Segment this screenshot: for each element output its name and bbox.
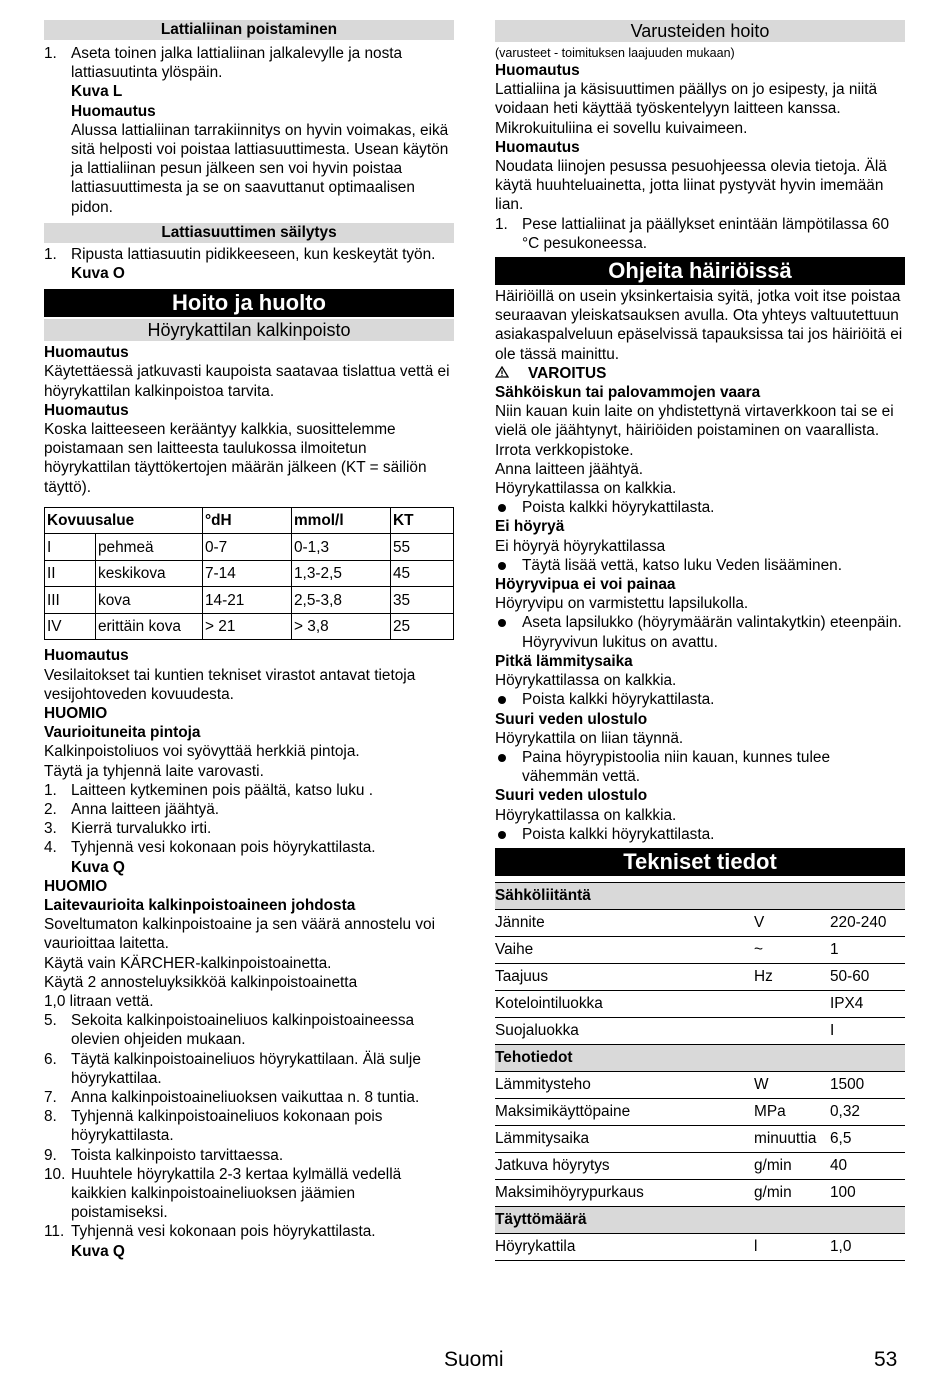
list-item: 1. Ripusta lattiasuutin pidikkeeseen, kun keskeytät työn.: [44, 245, 436, 263]
table-cell: [754, 1017, 830, 1044]
fault-title: Suuri veden ulostulo: [495, 710, 648, 728]
list-item: 7. Anna kalkinpoistoaineliuoksen vaikuttaa n. 8 tuntia.: [44, 1089, 420, 1107]
warning-line: Höyrykattilassa on kalkkia.: [495, 480, 677, 498]
table-cell: Höyrykattila: [495, 1233, 754, 1260]
note-text: Lattialiina ja käsisuuttimen päällys on jo esipesty, ja niitä voidaan heti käyttää työskentelyyn laitteen kanssa. Mikrokuituliina ei sovellu kuivaimeen.: [495, 81, 878, 137]
table-cell: Hz: [754, 963, 830, 990]
table-cell: 45: [391, 560, 454, 587]
table-cell: MPa: [754, 1098, 830, 1125]
maintenance-heading: Hoito ja huolto: [44, 289, 454, 317]
caution-label: HUOMIO: [44, 704, 108, 722]
descaling-steps-a: [44, 781, 454, 858]
list-item: Paina höyrypistoolia niin kauan, kunnes tulee vähemmän vettä.: [495, 748, 905, 786]
table-row: [495, 990, 905, 1017]
caution-text: 1,0 litraan vettä.: [44, 993, 154, 1011]
table-cell: 1500: [830, 1071, 905, 1098]
technical-data-table: [495, 882, 905, 1261]
table-cell: Lämmitysteho: [495, 1071, 754, 1098]
note-label: Huomautus: [44, 647, 129, 665]
fault-cause: Höyrykattilassa on kalkkia.: [495, 672, 677, 690]
note-text: Käytettäessä jatkuvasti kaupoista saatavaa tislattua vettä ei höyrykattilan kalkinpoistoa tarvita.: [44, 363, 450, 400]
table-cell: Maksimikäyttöpaine: [495, 1098, 754, 1125]
table-cell: pehmeä: [96, 534, 203, 561]
bullet-icon: [495, 748, 522, 786]
table-group-cell: Täyttömäärä: [495, 1206, 905, 1233]
nozzle-storage-heading: Lattiasuuttimen säilytys: [44, 223, 454, 243]
technical-data-heading: Tekniset tiedot: [495, 848, 905, 876]
right-column: [495, 20, 905, 1261]
table-group-row: [495, 1044, 905, 1071]
note-text: Vesilaitokset tai kuntien tekniset virastot antavat tietoja vesijohtoveden kovuudesta.: [44, 666, 416, 703]
list-item: 4. Tyhjennä vesi kokonaan pois höyrykattilasta.: [44, 839, 376, 857]
caution-title: Laitevaurioita kalkinpoistoaineen johdosta: [44, 897, 356, 914]
warning-line: Irrota verkkopistoke.: [495, 441, 634, 459]
list-item: Poista kalkki höyrykattilasta.: [495, 690, 905, 709]
note-label: Huomautus: [495, 138, 580, 156]
caution-text: Käytä 2 annosteluyksikköä kalkinpoistoainetta: [44, 973, 358, 991]
table-cell: IPX4: [830, 990, 905, 1017]
figure-reference: Kuva L: [71, 83, 123, 101]
table-cell: Maksimihöyrypurkaus: [495, 1179, 754, 1206]
table-row: [495, 1179, 905, 1206]
table-cell: 0,32: [830, 1098, 905, 1125]
caution-label: HUOMIO: [44, 877, 108, 895]
table-cell: > 3,8: [292, 613, 391, 640]
table-cell: 25: [391, 613, 454, 640]
bullet-icon: [495, 690, 522, 709]
table-row: [495, 936, 905, 963]
note-label: Huomautus: [71, 102, 156, 120]
list-item: 1. Laitteen kytkeminen pois päältä, katso luku .: [44, 781, 374, 799]
table-cell: [754, 990, 830, 1017]
table-row: [495, 1017, 905, 1044]
table-cell: 0-7: [203, 534, 292, 561]
table-header-cell: mmol/l: [292, 507, 391, 534]
table-cell: 0-1,3: [292, 534, 391, 561]
list-item: 2. Anna laitteen jäähtyä.: [44, 800, 220, 818]
table-group-row: [495, 882, 905, 909]
table-header-cell: KT: [391, 507, 454, 534]
troubleshooting-heading: Ohjeita häiriöissä: [495, 257, 905, 285]
fault-title: Suuri veden ulostulo: [495, 787, 648, 805]
descaling-heading: Höyrykattilan kalkinpoisto: [44, 319, 454, 341]
fault-title: Ei höyryä: [495, 518, 565, 536]
list-item: Aseta lapsilukko (höyrymäärän valintakytkin) eteenpäin.: [495, 613, 905, 632]
table-cell: 7-14: [203, 560, 292, 587]
table-row: [495, 1098, 905, 1125]
caution-text: Kalkinpoistoliuos voi syövyttää herkkiä pintoja.: [44, 743, 360, 761]
figure-reference: Kuva O: [71, 265, 125, 283]
note-label: Huomautus: [44, 344, 129, 362]
list-item: Poista kalkki höyrykattilasta.: [495, 498, 905, 517]
table-row: [495, 1233, 905, 1260]
footer-language: Suomi: [444, 1348, 504, 1371]
figure-reference: Kuva Q: [71, 1242, 125, 1260]
table-cell: Taajuus: [495, 963, 754, 990]
warning-label: VAROITUS: [495, 364, 905, 383]
table-cell: V: [754, 909, 830, 936]
table-cell: Jatkuva höyrytys: [495, 1152, 754, 1179]
table-row: [45, 560, 454, 587]
fault-cause: Ei höyryä höyrykattilassa: [495, 537, 666, 555]
figure-reference: Kuva Q: [71, 858, 125, 876]
table-row: [495, 1152, 905, 1179]
warning-text: Niin kauan kuin laite on yhdistettynä virtaverkkoon tai se ei vielä ole jäähtynyt, häiriöiden poistaminen on vaarallista.: [495, 403, 894, 440]
table-header-cell: °dH: [203, 507, 292, 534]
table-cell: I: [830, 1017, 905, 1044]
table-cell: Vaihe: [495, 936, 754, 963]
table-cell: 1,0: [830, 1233, 905, 1260]
note-label: Huomautus: [495, 62, 580, 79]
list-item: Poista kalkki höyrykattilasta.: [495, 825, 905, 844]
note-text: Noudata liinojen pesussa pesuohjeessa olevia tietoja. Älä käytä huuhteluainetta, jotta liinat pystyvät hyvin imemään lian.: [495, 158, 887, 214]
table-cell: 220-240: [830, 909, 905, 936]
table-row: [45, 613, 454, 640]
table-group-cell: Sähköliitäntä: [495, 882, 905, 909]
left-column: [44, 20, 454, 1261]
table-cell: erittäin kova: [96, 613, 203, 640]
table-header-row: [45, 507, 454, 534]
table-cell: g/min: [754, 1179, 830, 1206]
fault-title: Höyryvipua ei voi painaa: [495, 576, 676, 594]
table-cell: Suojaluokka: [495, 1017, 754, 1044]
table-cell: 14-21: [203, 587, 292, 614]
troubleshooting-intro: Häiriöillä on usein yksinkertaisia syitä, jotka voit itse poistaa seuraavan yleiskatsauksen avulla. Ota yhteys valtuutettuun asiakaspalveluun epäselvissä tapauksissa tai jos häiriöitä ei ole tässä mainittu.: [495, 288, 903, 363]
table-row: [45, 587, 454, 614]
table-cell: II: [45, 560, 96, 587]
fault-title: Pitkä lämmitysaika: [495, 652, 633, 670]
list-item: 3. Kierrä turvalukko irti.: [44, 820, 212, 838]
table-group-row: [495, 1206, 905, 1233]
list-item: 11. Tyhjennä vesi kokonaan pois höyrykattilasta.: [44, 1223, 376, 1241]
bullet-icon: [495, 613, 522, 632]
caution-text: Käytä vain KÄRCHER-kalkinpoistoainetta.: [44, 954, 332, 972]
warning-triangle-icon: [495, 364, 510, 383]
bullet-icon: [495, 556, 522, 575]
list-item: 6. Täytä kalkinpoistoaineliuos höyrykattilaan. Älä sulje höyrykattilaa.: [44, 1050, 421, 1087]
table-group-cell: Tehotiedot: [495, 1044, 905, 1071]
water-hardness-table: [44, 507, 454, 641]
table-row: [495, 963, 905, 990]
table-cell: 1: [830, 936, 905, 963]
warning-line: Anna laitteen jäähtyä.: [495, 460, 644, 478]
note-text: Alussa lattialiinan tarrakiinnitys on hyvin voimakas, eikä sitä helposti voi poistaa lattiasuuttimesta. Usean käytön ja lattialiinan pesun jälkeen sen voi hyvin poistaa lattiasuuttimesta ja se on saavuttanut optimaalisen pidon.: [71, 121, 449, 216]
caution-text: Soveltumaton kalkinpoistoaine ja sen väärä annostelu voi vaurioittaa laitetta.: [44, 916, 435, 953]
accessories-subtitle: (varusteet - toimituksen laajuuden mukaan): [495, 46, 735, 60]
table-cell: W: [754, 1071, 830, 1098]
warning-title: Sähköiskun tai palovammojen vaara: [495, 384, 761, 402]
caution-text: Täytä ja tyhjennä laite varovasti.: [44, 762, 264, 780]
table-cell: 35: [391, 587, 454, 614]
table-cell: I: [45, 534, 96, 561]
note-text: Koska laitteeseen kerääntyy kalkkia, suosittelemme poistamaan sen laitteesta taulukossa ilmoitetun höyrykattilan täyttökertojen määrän jälkeen (KT = säiliön täyttö).: [44, 421, 427, 496]
table-row: [45, 534, 454, 561]
bullet-icon: [495, 825, 522, 844]
table-cell: 2,5-3,8: [292, 587, 391, 614]
list-item: 1. Pese lattialiinat ja päällykset enintään lämpötilassa 60 °C pesukoneessa.: [495, 215, 890, 252]
table-cell: ~: [754, 936, 830, 963]
table-cell: l: [754, 1233, 830, 1260]
floor-cloth-removal-heading: Lattialiinan poistaminen: [44, 20, 454, 40]
table-row: [495, 1071, 905, 1098]
list-item: 8. Tyhjennä kalkinpoistoaineliuos kokonaan pois höyrykattilasta.: [44, 1108, 383, 1145]
bullet-icon: [495, 498, 522, 517]
table-cell: Lämmitysaika: [495, 1125, 754, 1152]
table-cell: 55: [391, 534, 454, 561]
table-row: [495, 1125, 905, 1152]
list-item: 10. Huuhtele höyrykattila 2-3 kertaa kylmällä vedellä kaikkien kalkinpoistoaineliuoksen jäämien poistamiseksi.: [44, 1165, 402, 1222]
table-cell: > 21: [203, 613, 292, 640]
note-label: Huomautus: [44, 401, 129, 419]
table-cell: 6,5: [830, 1125, 905, 1152]
table-header-cell: Kovuusalue: [45, 507, 203, 534]
table-cell: III: [45, 587, 96, 614]
page-number: 53: [874, 1348, 898, 1371]
table-cell: Jännite: [495, 909, 754, 936]
table-cell: 40: [830, 1152, 905, 1179]
table-cell: 50-60: [830, 963, 905, 990]
list-item: 5. Sekoita kalkinpoistoaineliuos kalkinpoistoaineessa olevien ohjeiden mukaan.: [44, 1012, 415, 1049]
table-cell: minuuttia: [754, 1125, 830, 1152]
table-cell: g/min: [754, 1152, 830, 1179]
list-item: Täytä lisää vettä, katso luku Veden lisääminen.: [495, 556, 905, 575]
fault-cause: Höyryvipu on varmistettu lapsilukolla.: [495, 595, 749, 613]
table-cell: kova: [96, 587, 203, 614]
table-row: [495, 909, 905, 936]
fault-cause: Höyrykattilassa on kalkkia.: [495, 806, 677, 824]
table-cell: IV: [45, 613, 96, 640]
table-cell: 100: [830, 1179, 905, 1206]
table-cell: 1,3-2,5: [292, 560, 391, 587]
caution-title: Vaurioituneita pintoja: [44, 724, 201, 742]
accessories-care-heading: Varusteiden hoito: [495, 20, 905, 42]
fault-cause: Höyrykattila on liian täynnä.: [495, 729, 684, 747]
descaling-steps-b: [44, 1011, 454, 1241]
table-cell: Kotelointiluokka: [495, 990, 754, 1017]
fault-result: Höyryvivun lukitus on avattu.: [522, 633, 718, 651]
list-item: 1. Aseta toinen jalka lattialiinan jalkalevylle ja nosta lattiasuutinta ylöspäin.: [44, 45, 403, 82]
list-item: 9. Toista kalkinpoisto tarvittaessa.: [44, 1146, 284, 1164]
table-cell: keskikova: [96, 560, 203, 587]
